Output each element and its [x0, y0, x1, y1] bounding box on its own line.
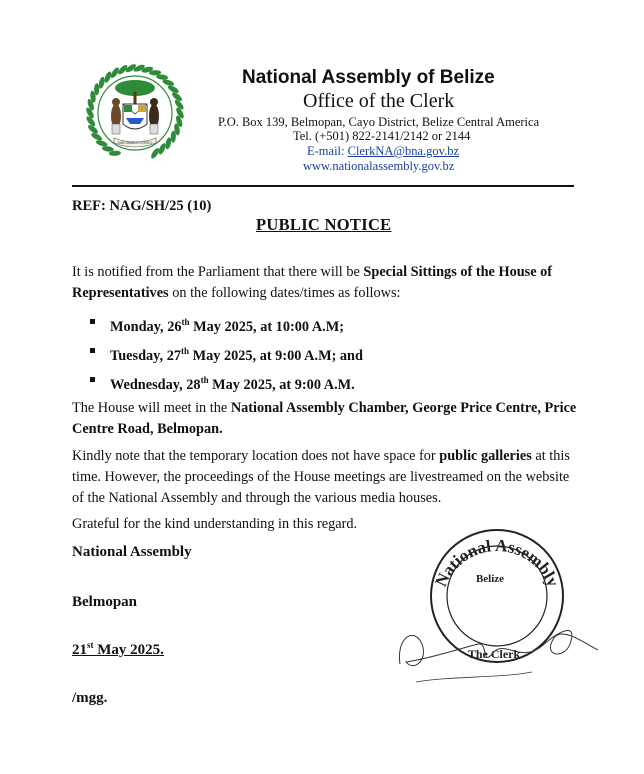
date-rest: May 2025. [93, 642, 164, 658]
sitting-time: May 2025, at 9:00 A.M; and [189, 347, 363, 364]
galleries-text: Kindly note that the temporary location does not have space for [72, 448, 440, 464]
sitting-day: Monday, 26 [110, 318, 182, 335]
email-label: E-mail: [307, 144, 348, 158]
sitting-time: May 2025, at 9:00 A.M. [208, 376, 355, 393]
postal-address: P.O. Box 139, Belmopan, Cayo District, Belize Central America [218, 115, 540, 129]
sitting-time: May 2025, at 10:00 A.M; [189, 318, 344, 335]
email-link[interactable]: ClerkNA@bna.gov.bz [347, 144, 459, 158]
stamp-bottom-text: The Clerk [467, 647, 521, 661]
header-divider [72, 185, 574, 187]
signature-date [72, 640, 164, 659]
list-item [88, 370, 568, 399]
stamp-center-text: Belize [475, 573, 505, 585]
sitting-day-suffix: th [200, 375, 209, 385]
date-suffix: st [87, 640, 94, 650]
official-stamp [392, 526, 602, 696]
list-item [88, 341, 568, 370]
intro-text: It is notified from the Parliament that there will be [72, 264, 364, 280]
galleries-bold: public galleries [439, 448, 532, 464]
organization-title: National Assembly of Belize [242, 67, 495, 88]
list-item [88, 312, 568, 341]
closing-paragraph: Grateful for the kind understanding in this regard. [72, 516, 358, 532]
website-link[interactable]: www.nationalassembly.gov.bz [303, 159, 455, 173]
venue-paragraph [72, 398, 582, 440]
galleries-paragraph [72, 446, 582, 509]
galleries-text-end: at this time. However, the proceedings of the House meetings are livestreamed on the website of the National Assembly and through the various media houses. [72, 448, 570, 506]
sitting-day: Tuesday, 27 [110, 347, 181, 364]
reference-number: REF: NAG/SH/25 (10) [72, 198, 212, 214]
sitting-day-suffix: th [181, 346, 190, 356]
sittings-list [88, 312, 568, 399]
telephone: Tel. (+501) 822-2141/2142 or 2144 [293, 129, 471, 143]
sitting-day: Wednesday, 28 [110, 376, 201, 393]
venue-bold: National Assembly Chamber, George Price Centre, Price Centre Road, Belmopan. [72, 400, 577, 437]
coat-of-arms-seal [80, 58, 190, 168]
intro-bold: Special Sittings of the House of Representatives [72, 264, 553, 301]
signature-org: National Assembly [72, 544, 192, 560]
intro-paragraph [72, 262, 582, 304]
email-line [307, 144, 459, 159]
office-name: Office of the Clerk [303, 90, 455, 112]
signature-city: Belmopan [72, 594, 138, 610]
date-day: 21 [72, 642, 87, 658]
seal-motto: SUB UMBRA FLOREO [117, 141, 153, 145]
intro-text-end: on the following dates/times as follows: [168, 285, 401, 301]
stamp-ring-text: National Assembly [431, 535, 563, 590]
venue-text: The House will meet in the [72, 400, 231, 416]
sitting-day-suffix: th [181, 317, 190, 327]
notice-title: PUBLIC NOTICE [256, 215, 392, 234]
initials: /mgg. [72, 690, 108, 706]
